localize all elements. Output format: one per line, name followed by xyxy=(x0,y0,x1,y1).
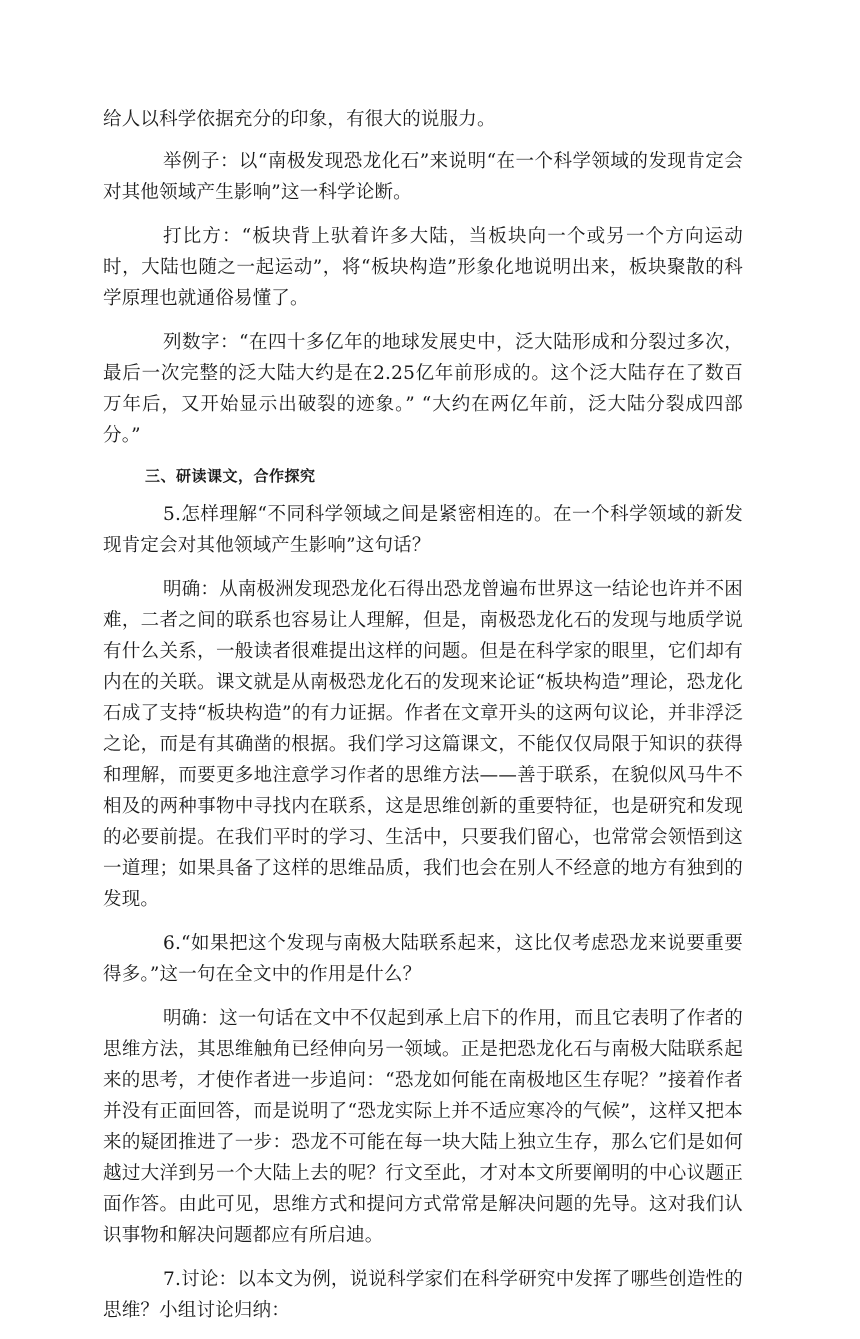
answer-5: 明确：从南极洲发现恐龙化石得出恐龙曾遍布世界这一结论也许并不困难，二者之间的联系也容易让人理解，但是，南极恐龙化石的发现与地质学说有什么关系，一般读者很难提出这样的问题。但是在科学家的眼里，它们却有内在的关联。课文就是从南极恐龙化石的发现来论证“板块构造”理论，恐龙化石成了支持“板块构造”的有力证据。作者在文章开头的这两句议论，并非浮泛之论，而是有其确凿的根据。我们学习这篇课文，不能仅仅局限于知识的获得和理解，而要更多地注意学习作者的思维方法——善于联系，在貌似风马牛不相及的两种事物中寻找内在联系，这是思维创新的重要特征，也是研究和发现的必要前提。在我们平时的学习、生活中，只要我们留心，也常常会领悟到这一道理；如果具备了这样的思维品质，我们也会在别人不经意的地方有独到的发现。 xyxy=(103,579,743,910)
document-body xyxy=(103,104,743,1339)
paragraph-numbers: 列数字：“在四十多亿年的地球发展史中，泛大陆形成和分裂过多次，最后一次完整的泛大陆大约是在2.25亿年前形成的。这个泛大陆存在了数百万年后，又开始显示出破裂的迹象。” “大约在两亿年前，泛大陆分裂成四部分。” xyxy=(103,332,743,446)
paragraph-example: 举例子：以“南极发现恐龙化石”来说明“在一个科学领域的发现肯定会对其他领域产生影响”这一科学论断。 xyxy=(103,151,743,203)
paragraph-analogy: 打比方：“板块背上驮着许多大陆，当板块向一个或另一个方向运动时，大陆也随之一起运动”，将“板块构造”形象化地说明出来，板块聚散的科学原理也就通俗易懂了。 xyxy=(103,226,743,309)
section-heading: 三、研读课文，合作探究 xyxy=(145,467,316,485)
answer-6: 明确：这一句话在文中不仅起到承上启下的作用，而且它表明了作者的思维方法，其思维触角已经伸向另一领域。正是把恐龙化石与南极大陆联系起来的思考，才使作者进一步追问：“恐龙如何能在南极地区生存呢？”接着作者并没有正面回答，而是说明了“恐龙实际上并不适应寒冷的气候”，这样又把本来的疑团推进了一步：恐龙不可能在每一块大陆上独立生存，那么它们是如何越过大洋到另一个大陆上去的呢？行文至此，才对本文所要阐明的中心议题正面作答。由此可见，思维方式和提问方式常常是解决问题的先导。这对我们认识事物和解决问题都应有所启迪。 xyxy=(103,1008,743,1246)
paragraph-continuation: 给人以科学依据充分的印象，有很大的说服力。 xyxy=(103,109,496,130)
question-7: 7.讨论：以本文为例，说说科学家们在科学研究中发挥了哪些创造性的思维？小组讨论归纳： xyxy=(103,1269,743,1321)
question-6: 6.“如果把这个发现与南极大陆联系起来，这比仅考虑恐龙来说要重要得多。”这一句在全文中的作用是什么？ xyxy=(103,933,743,985)
question-5: 5.怎样理解“不同科学领域之间是紧密相连的。在一个科学领域的新发现肯定会对其他领域产生影响”这句话？ xyxy=(103,504,743,556)
